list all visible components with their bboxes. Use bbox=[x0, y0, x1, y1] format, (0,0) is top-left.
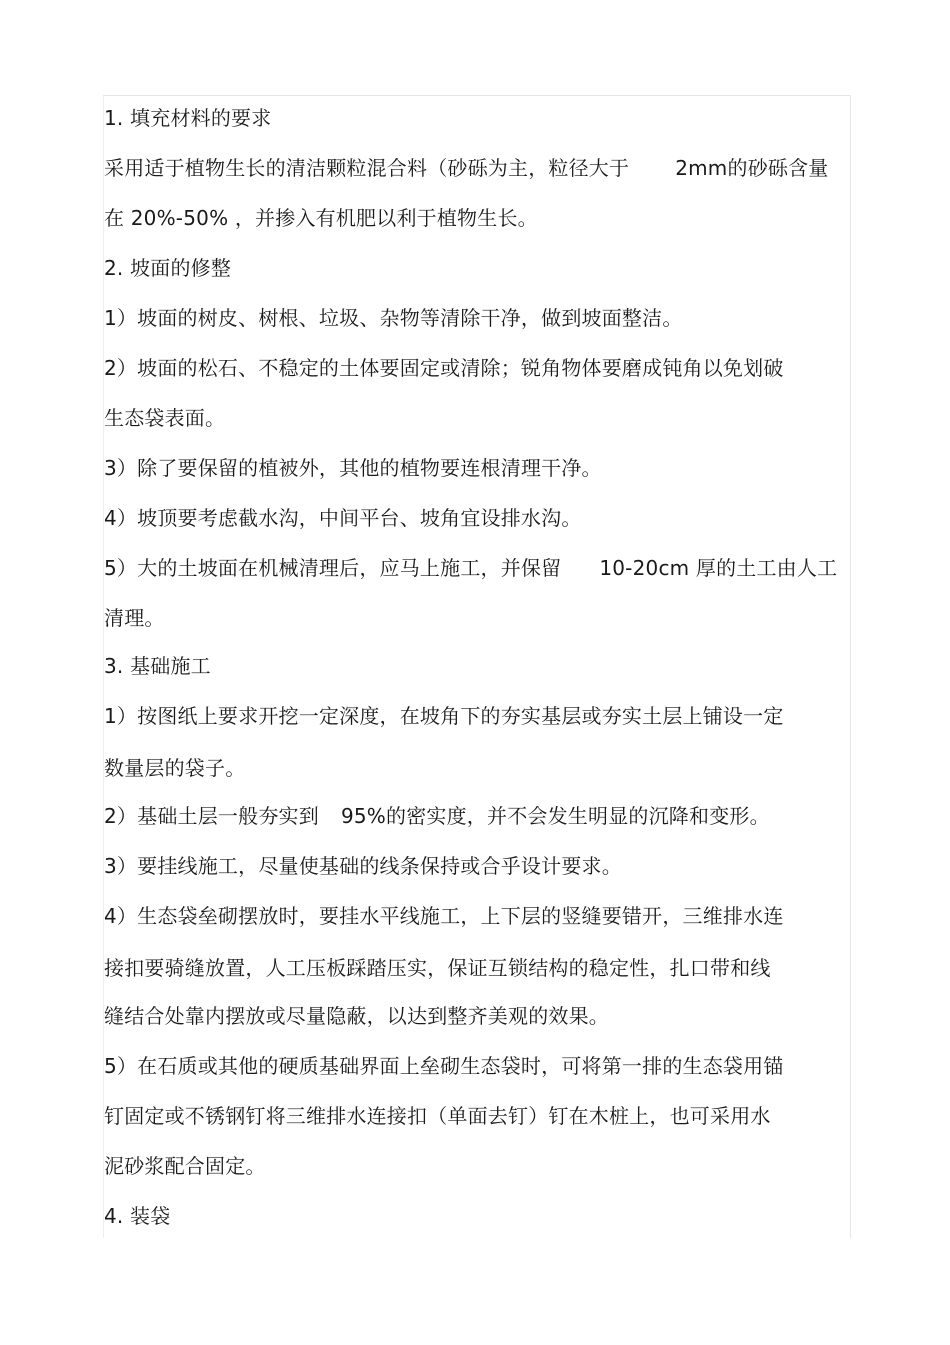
list-item: 4）生态袋垒砌摆放时，要挂水平线施工，上下层的竖缝要错开，三维排水连 bbox=[104, 904, 784, 928]
list-item-continuation: 生态袋表面。 bbox=[104, 406, 226, 430]
section-heading-2: 2. 坡面的修整 bbox=[104, 256, 232, 280]
paragraph-line bbox=[104, 156, 829, 180]
list-item-text-tail: 95%的密实度，并不会发生明显的沉降和变形。 bbox=[340, 804, 770, 828]
paragraph-text-tail: 2mm的砂砾含量 bbox=[675, 156, 829, 180]
section-heading-4: 4. 装袋 bbox=[104, 1204, 171, 1228]
section-heading-1: 1. 填充材料的要求 bbox=[104, 106, 272, 130]
section-heading-3: 3. 基础施工 bbox=[104, 654, 211, 678]
paragraph-line: 在 20%-50% ，并掺入有机肥以利于植物生长。 bbox=[104, 206, 538, 230]
list-item-continuation: 数量层的袋子。 bbox=[104, 756, 246, 780]
list-item-text: 5）大的土坡面在机械清理后，应马上施工，并保留 bbox=[104, 556, 562, 580]
list-item bbox=[104, 804, 770, 828]
list-item: 4）坡顶要考虑截水沟，中间平台、坡角宜设排水沟。 bbox=[104, 506, 582, 530]
list-item-continuation: 缝结合处靠内摆放或尽量隐蔽，以达到整齐美观的效果。 bbox=[104, 1004, 609, 1028]
list-item: 5）在石质或其他的硬质基础界面上垒砌生态袋时，可将第一排的生态袋用锚 bbox=[104, 1054, 784, 1078]
list-item-text: 2）基础土层一般夯实到 bbox=[104, 804, 319, 828]
list-item-continuation: 泥砂浆配合固定。 bbox=[104, 1154, 266, 1178]
list-item-text-tail: 10-20cm 厚的土工由人工 bbox=[599, 556, 838, 580]
list-item: 1）坡面的树皮、树根、垃圾、杂物等清除干净，做到坡面整洁。 bbox=[104, 306, 683, 330]
list-item bbox=[104, 556, 837, 580]
list-item: 3）除了要保留的植被外，其他的植物要连根清理干净。 bbox=[104, 456, 602, 480]
list-item-continuation: 清理。 bbox=[104, 606, 165, 630]
list-item: 1）按图纸上要求开挖一定深度，在坡角下的夯实基层或夯实土层上铺设一定 bbox=[104, 704, 784, 728]
list-item-continuation: 钉固定或不锈钢钉将三维排水连接扣（单面去钉）钉在木桩上，也可采用水 bbox=[104, 1104, 771, 1128]
list-item: 2）坡面的松石、不稳定的土体要固定或清除；锐角物体要磨成钝角以免划破 bbox=[104, 356, 784, 380]
paragraph-text: 采用适于植物生长的清洁颗粒混合料（砂砾为主，粒径大于 bbox=[104, 156, 630, 180]
list-item: 3）要挂线施工，尽量使基础的线条保持或合乎设计要求。 bbox=[104, 854, 622, 878]
list-item-continuation: 接扣要骑缝放置，人工压板踩踏压实，保证互锁结构的稳定性，扎口带和线 bbox=[104, 956, 771, 980]
